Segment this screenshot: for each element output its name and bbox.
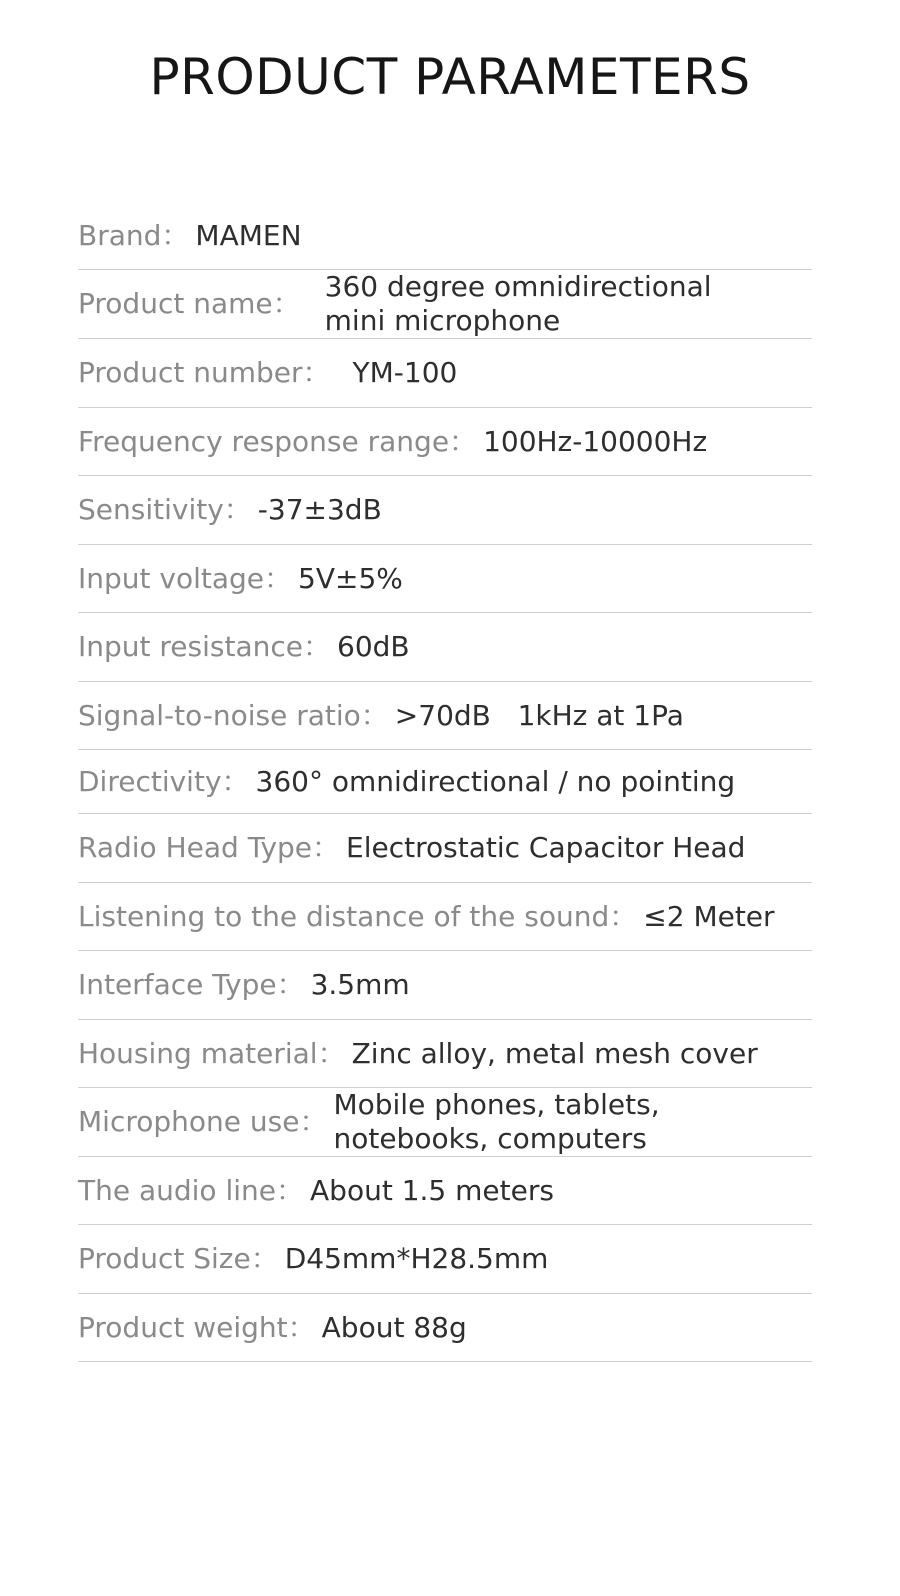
param-value: >70dB 1kHz at 1Pa xyxy=(394,698,684,732)
param-value: About 1.5 meters xyxy=(310,1173,554,1207)
param-separator: ： xyxy=(161,218,190,252)
param-value: MAMEN xyxy=(195,218,302,252)
param-label: The audio line xyxy=(78,1173,276,1207)
param-value: Zinc alloy, metal mesh cover xyxy=(351,1036,758,1070)
param-row-input-voltage xyxy=(78,545,812,613)
param-value: -37±3dB xyxy=(257,493,382,526)
param-separator: ： xyxy=(302,630,331,663)
param-separator: ： xyxy=(312,831,341,864)
param-row-audio-line xyxy=(78,1157,812,1225)
param-label: Product Size xyxy=(78,1242,251,1275)
param-label: Sensitivity xyxy=(78,493,224,526)
param-label: Microphone use xyxy=(78,1105,300,1138)
param-row-product-number xyxy=(78,339,812,408)
param-separator: ： xyxy=(609,899,638,933)
param-separator: ： xyxy=(360,698,389,732)
param-row-housing-material xyxy=(78,1020,812,1088)
param-separator: ： xyxy=(449,424,478,458)
param-label: Input voltage xyxy=(78,561,265,595)
param-separator: ： xyxy=(302,356,331,389)
param-row-directivity xyxy=(78,750,812,814)
param-label: Directivity xyxy=(78,764,222,798)
param-row-interface-type xyxy=(78,951,812,1020)
param-value: 3.5mm xyxy=(310,968,410,1001)
param-value: 360° omnidirectional / no pointing xyxy=(255,764,736,798)
param-label: Interface Type xyxy=(78,968,277,1001)
param-separator: ： xyxy=(299,1105,328,1138)
param-separator: ： xyxy=(287,1310,316,1344)
param-label: Brand xyxy=(78,218,162,252)
param-separator: ： xyxy=(250,1242,279,1275)
param-label: Frequency response range xyxy=(78,424,450,458)
param-row-listening-distance xyxy=(78,883,812,951)
param-row-signal-to-noise xyxy=(78,682,812,750)
param-separator: ： xyxy=(276,1173,305,1207)
param-value: About 88g xyxy=(321,1310,467,1344)
param-separator: ： xyxy=(221,764,250,798)
param-value: YM-100 xyxy=(352,356,458,389)
param-row-radio-head-type xyxy=(78,814,812,883)
param-row-microphone-use xyxy=(78,1088,812,1157)
page-title: PRODUCT PARAMETERS xyxy=(149,48,751,106)
param-label: Product weight xyxy=(78,1310,288,1344)
param-separator: ： xyxy=(223,493,252,526)
param-value: 5V±5% xyxy=(298,561,403,595)
parameters-table xyxy=(78,202,812,1362)
param-row-brand xyxy=(78,202,812,270)
param-row-sensitivity xyxy=(78,476,812,545)
param-value: 360 degree omnidirectional mini microphone xyxy=(324,270,712,337)
param-value: D45mm*H28.5mm xyxy=(284,1242,549,1275)
param-row-product-weight xyxy=(78,1294,812,1362)
param-value: ≤2 Meter xyxy=(643,899,775,933)
param-value: 60dB xyxy=(337,630,410,663)
param-row-input-resistance xyxy=(78,613,812,682)
param-label: Housing material xyxy=(78,1036,318,1070)
param-row-frequency-response xyxy=(78,408,812,476)
param-label: Input resistance xyxy=(78,630,303,663)
param-value: 100Hz-10000Hz xyxy=(483,424,708,458)
param-label: Product number xyxy=(78,356,303,389)
param-value: Electrostatic Capacitor Head xyxy=(346,831,746,864)
param-label: Listening to the distance of the sound xyxy=(78,899,610,933)
param-separator: ： xyxy=(276,968,305,1001)
param-separator: ： xyxy=(317,1036,346,1070)
param-separator: ： xyxy=(264,561,293,595)
param-row-product-name xyxy=(78,270,812,339)
param-label: Signal-to-noise ratio xyxy=(78,698,361,732)
param-value: Mobile phones, tablets, notebooks, computers xyxy=(333,1088,660,1155)
param-label: Radio Head Type xyxy=(78,831,313,864)
param-separator: ： xyxy=(272,287,301,320)
param-row-product-size xyxy=(78,1225,812,1294)
param-label: Product name xyxy=(78,287,273,320)
